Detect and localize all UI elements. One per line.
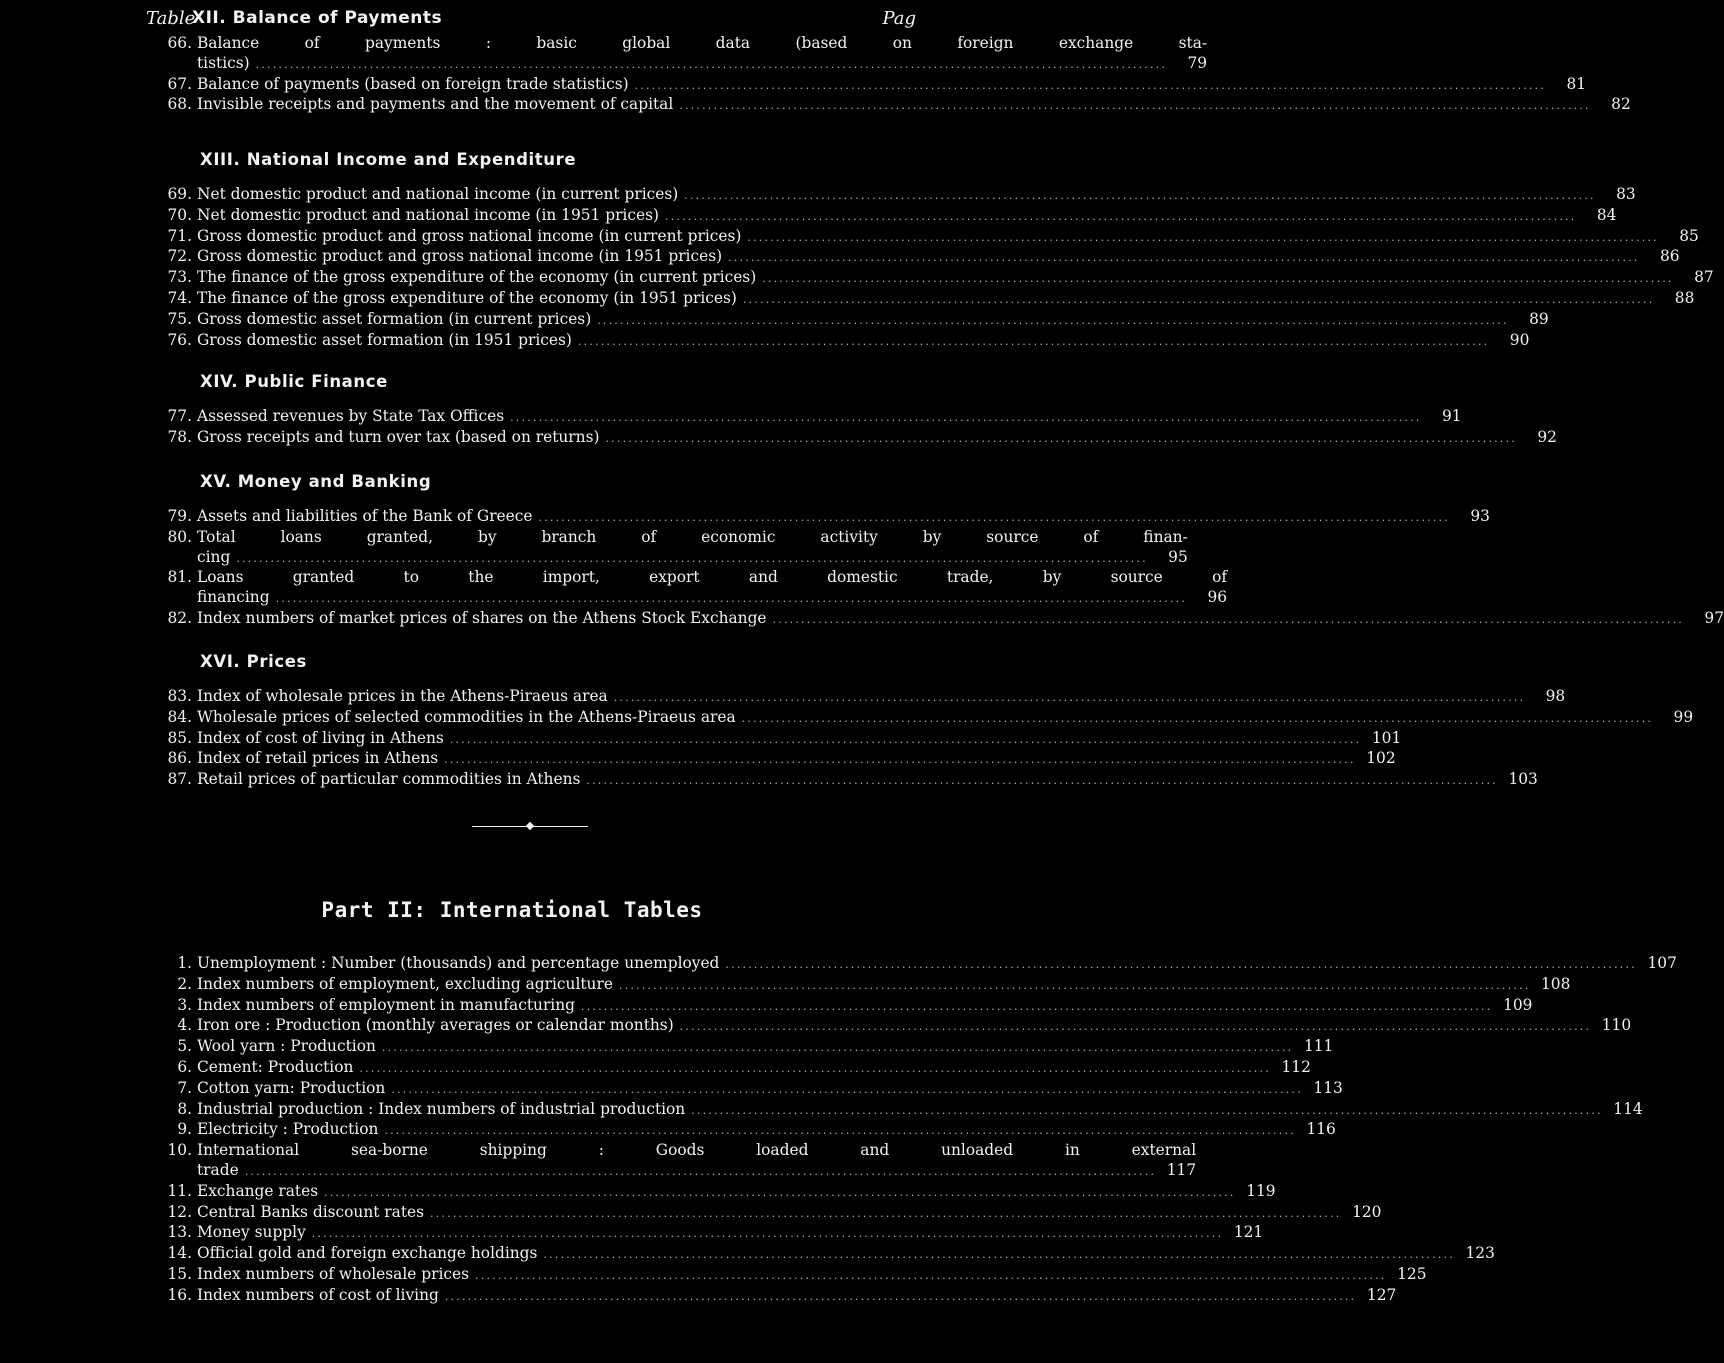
dot-leader: ................................................................................................................................................................ <box>510 411 1422 424</box>
toc-entry[interactable] <box>146 288 1695 310</box>
dot-leader: ................................................................................................................................................................ <box>577 334 1490 348</box>
dot-leader: ................................................................................................................................................................ <box>449 732 1362 746</box>
entry-number: 13. <box>167 1223 192 1242</box>
entry-title: Unemployment : Number (thousands) and percentage unemployed <box>197 954 720 972</box>
entry-title: Exchange rates <box>197 1181 319 1200</box>
toc-entry[interactable] <box>146 687 1566 708</box>
entry-page-number: 92 <box>1537 427 1557 446</box>
dot-leader: ................................................................................................................................................................ <box>430 1206 1342 1220</box>
entry-title: Wool yarn : Production <box>197 1037 376 1056</box>
toc-entry[interactable] <box>146 185 1636 206</box>
toc-entry[interactable] <box>146 95 1631 116</box>
entry-title: Official gold and foreign exchange holdings <box>197 1244 538 1263</box>
toc-entry[interactable] <box>146 707 1694 729</box>
entry-title: Assets and liabilities of the Bank of Greece <box>197 507 533 525</box>
dot-leader: ................................................................................................................................................................ <box>384 1124 1296 1138</box>
entry-title: Iron ore : Production (monthly averages or calendar months) <box>197 1016 674 1035</box>
entry-page-number: 103 <box>1508 770 1538 789</box>
entry-title: Money supply <box>197 1223 306 1242</box>
entry-number: 80. <box>167 527 192 546</box>
entry-number: 72. <box>167 247 192 266</box>
dot-leader: ................................................................................................................................................................ <box>543 1248 1455 1262</box>
entry-title: The finance of the gross expenditure of the economy (in 1951 prices) <box>197 288 737 307</box>
entry-number: 71. <box>167 226 192 245</box>
entry-page-number: 98 <box>1545 687 1566 705</box>
dot-leader: ................................................................................................................................................................ <box>728 251 1640 265</box>
toc-entry[interactable] <box>146 74 1587 96</box>
section-prices <box>146 652 1694 791</box>
entry-title: Gross domestic asset formation (in 1951 prices) <box>197 330 572 349</box>
entry-page-number: 88 <box>1674 288 1695 307</box>
dot-leader: ................................................................................................................................................................ <box>324 1185 1236 1199</box>
entry-number: 9. <box>177 1120 192 1139</box>
toc-entry[interactable] <box>146 1181 1276 1203</box>
dot-leader: ................................................................................................................................................................ <box>538 511 1450 524</box>
entry-title: financing <box>197 588 270 607</box>
entry-page-number: 93 <box>1470 507 1490 525</box>
entry-number: 12. <box>167 1202 192 1221</box>
entry-title: Cement: Production <box>197 1057 354 1076</box>
dot-leader: ................................................................................................................................................................ <box>597 313 1509 327</box>
entry-page-number: 120 <box>1352 1202 1382 1221</box>
entry-number: 15. <box>167 1264 192 1283</box>
entry-number: 69. <box>167 185 192 203</box>
entry-page-number: 121 <box>1233 1223 1264 1242</box>
section-heading: XIII. National Income and Expenditure <box>200 150 577 169</box>
entry-page-number: 110 <box>1601 1016 1632 1035</box>
toc-entry[interactable] <box>146 568 1228 609</box>
entry-number: 16. <box>167 1285 192 1304</box>
entry-title: The finance of the gross expenditure of the economy (in current prices) <box>197 268 757 287</box>
dot-leader: ................................................................................................................................................................ <box>691 1103 1603 1117</box>
toc-entry[interactable] <box>146 1244 1495 1265</box>
entry-title: Cotton yarn: Production <box>197 1078 386 1097</box>
entry-number: 3. <box>177 995 192 1014</box>
toc-entry[interactable] <box>146 268 1714 289</box>
entry-page-number: 113 <box>1313 1078 1343 1097</box>
section-money-banking <box>146 472 1724 630</box>
entry-number: 11. <box>167 1181 192 1200</box>
entry-page-number: 97 <box>1704 608 1724 627</box>
entry-title: Index numbers of cost of living <box>197 1285 439 1304</box>
dot-leader: ................................................................................................................................................................ <box>741 711 1654 725</box>
entry-number: 8. <box>177 1099 192 1118</box>
toc-entry[interactable] <box>146 407 1462 428</box>
entry-page-number: 95 <box>1168 547 1188 566</box>
dot-leader: ................................................................................................................................................................ <box>665 209 1577 223</box>
entry-page-number: 85 <box>1679 226 1699 245</box>
entry-title: Gross receipts and turn over tax (based on returns) <box>197 427 600 446</box>
dot-leader: ................................................................................................................................................................ <box>605 431 1517 445</box>
entry-page-number: 99 <box>1673 707 1694 726</box>
toc-entry[interactable] <box>146 1285 1397 1307</box>
entry-number: 81. <box>167 568 192 587</box>
entry-title: Index numbers of market prices of shares on the Athens Stock Exchange <box>197 608 767 627</box>
entry-title-line: Loans granted to the import, export and domestic trade, by source of <box>197 568 1228 587</box>
dot-leader: ................................................................................................................................................................ <box>381 1041 1294 1055</box>
entry-title: Net domestic product and national income (in current prices) <box>197 185 679 203</box>
dot-leader: ................................................................................................................................................................ <box>475 1268 1387 1282</box>
entry-title: Index of retail prices in Athens <box>197 749 439 768</box>
entry-page-number: 123 <box>1465 1244 1495 1263</box>
entry-number: 76. <box>167 330 192 349</box>
entry-page-number: 108 <box>1541 974 1571 993</box>
entry-title: Balance of payments (based on foreign trade statistics) <box>197 74 629 93</box>
entry-number: 78. <box>167 427 192 446</box>
header-section-title: XII. Balance of Payments <box>192 8 443 28</box>
dot-leader: ................................................................................................................................................................ <box>684 189 1596 202</box>
entry-page-number: 86 <box>1659 247 1680 266</box>
entry-page-number: 125 <box>1397 1264 1427 1283</box>
entry-title: Index numbers of wholesale prices <box>197 1264 470 1283</box>
toc-entry[interactable] <box>146 954 1677 975</box>
entry-number: 79. <box>167 507 192 525</box>
entry-number: 14. <box>167 1244 192 1263</box>
entry-title-line: Total loans granted, by branch of economic activity by source of finan- <box>197 527 1188 546</box>
toc-entry[interactable] <box>146 330 1530 352</box>
toc-entry[interactable] <box>146 1202 1382 1224</box>
entry-title-line: International sea-borne shipping : Goods loaded and unloaded in external <box>197 1141 1197 1160</box>
entry-number: 7. <box>177 1078 192 1097</box>
dot-leader: ................................................................................................................................................................ <box>772 612 1684 626</box>
entry-page-number: 114 <box>1613 1099 1643 1118</box>
toc-entry[interactable] <box>146 728 1402 750</box>
dot-leader: ................................................................................................................................................................ <box>359 1061 1271 1075</box>
section-balance-of-payments <box>146 34 1631 116</box>
entry-page-number: 119 <box>1246 1181 1276 1200</box>
toc-entry[interactable] <box>146 527 1188 569</box>
entry-page-number: 111 <box>1303 1037 1334 1056</box>
toc-entry[interactable] <box>146 1141 1197 1182</box>
toc-entry[interactable] <box>146 1016 1632 1037</box>
entry-page-number: 117 <box>1166 1160 1197 1179</box>
entry-number: 66. <box>167 34 192 52</box>
dot-leader: ................................................................................................................................................................ <box>747 230 1659 244</box>
entry-page-number: 127 <box>1366 1285 1397 1304</box>
entry-page-number: 84 <box>1596 205 1617 224</box>
entry-number: 83. <box>167 687 192 705</box>
dot-leader: ................................................................................................................................................................ <box>679 99 1591 113</box>
entry-number: 82. <box>167 608 192 627</box>
entry-page-number: 109 <box>1503 995 1533 1014</box>
entry-page-number: 89 <box>1529 309 1549 328</box>
dot-leader: ................................................................................................................................................................ <box>444 753 1356 767</box>
toc-entry[interactable] <box>146 34 1208 75</box>
entry-number: 84. <box>167 707 192 726</box>
entry-title: Index of wholesale prices in the Athens-Piraeus area <box>197 687 608 705</box>
entry-number: 68. <box>167 95 192 114</box>
section-heading: XVI. Prices <box>200 652 307 671</box>
header-page-label: Pag <box>882 8 916 29</box>
entry-title: Invisible receipts and payments and the movement of capital <box>197 95 674 114</box>
entry-title-line: Balance of payments : basic global data (based on foreign exchange sta- <box>197 34 1208 52</box>
entry-title: Net domestic product and national income (in 1951 prices) <box>197 205 659 224</box>
entry-title: Index numbers of employment, excluding agriculture <box>197 974 613 993</box>
dot-leader: ................................................................................................................................................................ <box>586 774 1498 788</box>
entry-page-number: 102 <box>1366 749 1396 768</box>
toc-entry[interactable] <box>146 1120 1336 1141</box>
entry-number: 2. <box>177 974 192 993</box>
entry-page-number: 87 <box>1694 268 1714 287</box>
entry-page-number: 79 <box>1187 53 1208 72</box>
dot-leader: ................................................................................................................................................................ <box>444 1289 1357 1303</box>
toc-entry[interactable] <box>146 507 1490 528</box>
dot-leader: ................................................................................................................................................................ <box>311 1227 1224 1241</box>
entry-title: Assessed revenues by State Tax Offices <box>197 407 505 425</box>
toc-entry[interactable] <box>146 247 1680 268</box>
entry-page-number: 81 <box>1566 74 1587 93</box>
entry-title: Central Banks discount rates <box>197 1202 425 1221</box>
entry-number: 85. <box>167 728 192 747</box>
toc-entry[interactable] <box>146 749 1396 770</box>
entry-title: cing <box>197 547 231 566</box>
toc-entry[interactable] <box>146 1223 1264 1244</box>
entry-title: trade <box>197 1160 239 1179</box>
entry-page-number: 90 <box>1509 330 1530 349</box>
entry-number: 74. <box>167 288 192 307</box>
toc-entry[interactable] <box>146 1099 1643 1121</box>
toc-entry[interactable] <box>146 1057 1311 1079</box>
entry-title: Index of cost of living in Athens <box>197 728 444 747</box>
section-international-tables <box>146 954 1677 1307</box>
entry-title: Wholesale prices of selected commodities in the Athens-Piraeus area <box>197 707 736 726</box>
toc-entry[interactable] <box>146 770 1538 791</box>
entry-number: 4. <box>177 1016 192 1035</box>
entry-page-number: 112 <box>1281 1057 1311 1076</box>
entry-number: 77. <box>167 407 192 425</box>
entry-number: 67. <box>167 74 192 93</box>
toc-entry[interactable] <box>146 1078 1343 1100</box>
entry-page-number: 83 <box>1616 185 1636 203</box>
entry-page-number: 82 <box>1611 95 1631 114</box>
toc-entry[interactable] <box>146 1037 1334 1058</box>
entry-number: 5. <box>177 1037 192 1056</box>
section-public-finance <box>146 372 1557 449</box>
entry-number: 6. <box>177 1057 192 1076</box>
dot-leader: ................................................................................................................................................................ <box>613 691 1526 704</box>
entry-number: 86. <box>167 749 192 768</box>
dot-leader: ................................................................................................................................................................ <box>762 272 1674 286</box>
entry-title: Gross domestic asset formation (in current prices) <box>197 309 592 328</box>
entry-title: Electricity : Production <box>197 1120 379 1139</box>
dot-leader: ................................................................................................................................................................ <box>634 78 1547 92</box>
entry-title: Gross domestic product and gross national income (in current prices) <box>197 226 742 245</box>
toc-entry[interactable] <box>146 226 1699 248</box>
page-header <box>146 8 916 34</box>
toc-entry[interactable] <box>146 427 1557 449</box>
toc-entry[interactable] <box>146 974 1571 996</box>
dot-leader: ................................................................................................................................................................ <box>725 958 1637 971</box>
entry-page-number: 91 <box>1441 407 1462 425</box>
toc-entry[interactable] <box>146 995 1533 1017</box>
entry-title: Retail prices of particular commodities in Athens <box>197 770 581 789</box>
entry-title: tistics) <box>197 53 250 72</box>
entry-number: 10. <box>167 1141 192 1160</box>
toc-entry[interactable] <box>146 608 1724 630</box>
entry-title: Index numbers of employment in manufacturing <box>197 995 575 1014</box>
entry-number: 75. <box>167 309 192 328</box>
separator-ornament <box>472 826 588 828</box>
entry-page-number: 101 <box>1371 728 1402 747</box>
part-title: Part II: International Tables <box>321 898 703 922</box>
entry-number: 73. <box>167 268 192 287</box>
toc-entry[interactable] <box>146 1264 1427 1286</box>
entry-page-number: 116 <box>1306 1120 1336 1139</box>
dot-leader: ................................................................................................................................................................ <box>275 592 1188 606</box>
dot-leader: ................................................................................................................................................................ <box>391 1082 1303 1096</box>
entry-number: 70. <box>167 205 192 224</box>
entry-number: 1. <box>177 954 192 972</box>
dot-leader: ................................................................................................................................................................ <box>255 57 1168 71</box>
entry-page-number: 96 <box>1207 588 1228 607</box>
section-national-income <box>146 150 1714 351</box>
dot-leader: ................................................................................................................................................................ <box>679 1020 1592 1034</box>
dot-leader: ................................................................................................................................................................ <box>236 551 1148 565</box>
dot-leader: ................................................................................................................................................................ <box>244 1164 1157 1178</box>
section-heading: XIV. Public Finance <box>200 372 388 391</box>
dot-leader: ................................................................................................................................................................ <box>618 978 1531 992</box>
dot-leader: ................................................................................................................................................................ <box>581 999 1493 1013</box>
entry-title: Gross domestic product and gross national income (in 1951 prices) <box>197 247 723 266</box>
entry-number: 87. <box>167 770 192 789</box>
header-table-label: Table <box>146 8 196 29</box>
entry-title: Industrial production : Index numbers of industrial production <box>197 1099 686 1118</box>
entry-page-number: 107 <box>1647 954 1677 972</box>
toc-entry[interactable] <box>146 309 1549 331</box>
toc-entry[interactable] <box>146 205 1617 227</box>
dot-leader: ................................................................................................................................................................ <box>742 292 1655 306</box>
section-heading: XV. Money and Banking <box>200 472 432 491</box>
